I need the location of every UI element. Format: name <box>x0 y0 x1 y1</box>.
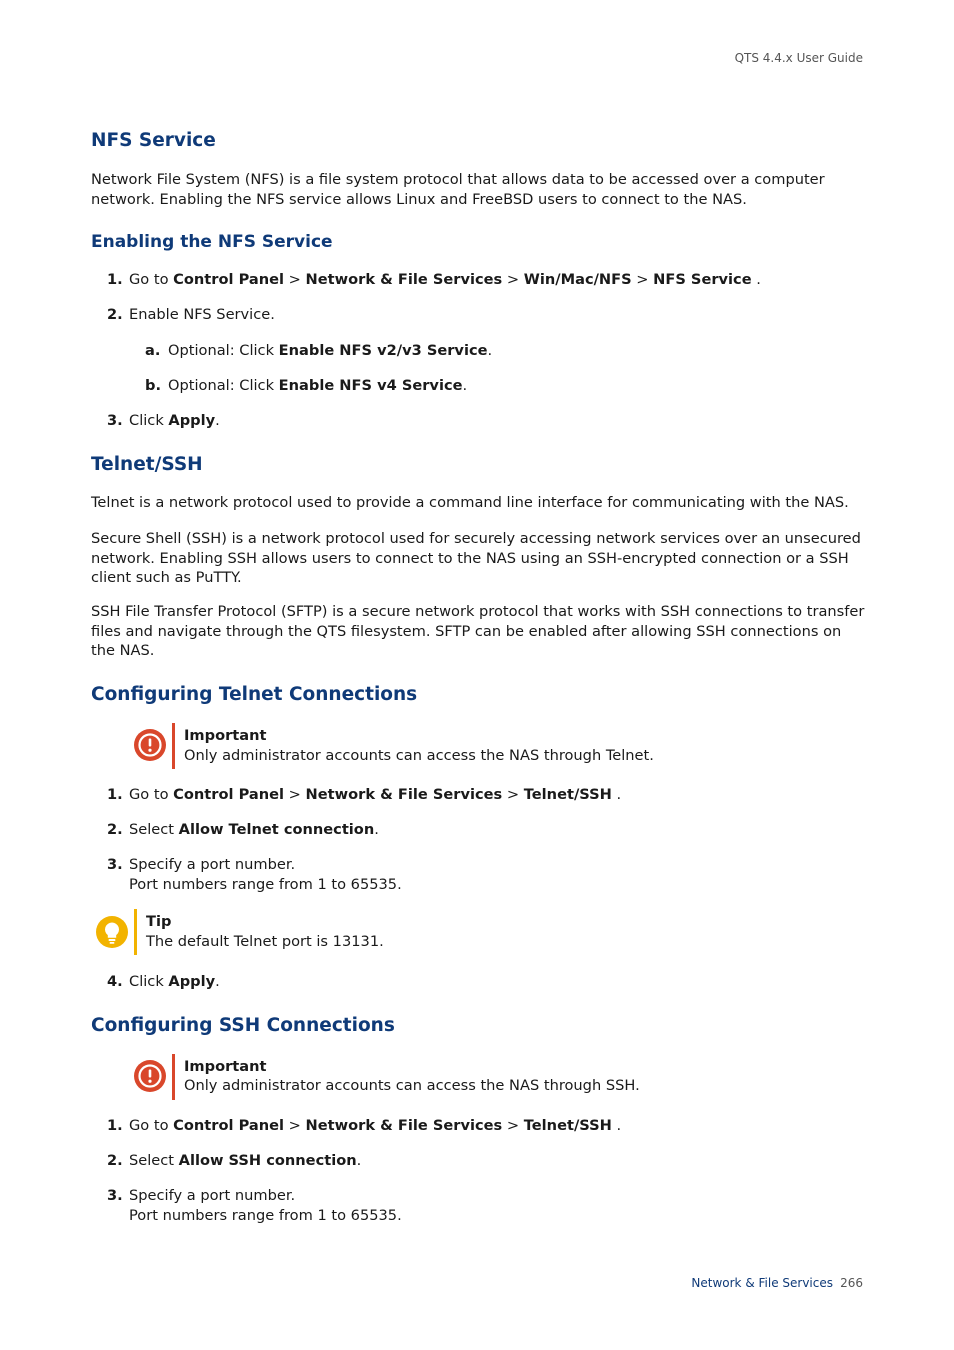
step-text: Go to Control Panel > Network & File Services > Telnet/SSH . <box>129 1117 622 1134</box>
substep-text: Optional: Click Enable NFS v2/v3 Service. <box>168 342 493 359</box>
exclamation-icon <box>133 1059 167 1093</box>
substep-letter: a. <box>145 342 161 359</box>
note-title: Tip <box>146 913 172 930</box>
step-number: 3. <box>107 412 123 429</box>
step-text: Specify a port number. <box>129 1187 296 1204</box>
guide-title: QTS 4.4.x User Guide <box>734 51 863 65</box>
step-text: Go to Control Panel > Network & File Services > Win/Mac/NFS > NFS Service . <box>129 271 761 288</box>
lightbulb-icon <box>95 915 129 949</box>
step-number: 1. <box>107 271 123 288</box>
telnet-paragraph: Telnet is a network protocol used to provide a command line interface for communicating with the NAS. <box>91 494 849 511</box>
note-bar <box>172 1054 175 1100</box>
note-body: Only administrator accounts can access the NAS through Telnet. <box>184 747 654 764</box>
footer-section-name: Network & File Services <box>691 1276 833 1290</box>
substep-text: Optional: Click Enable NFS v4 Service. <box>168 377 468 394</box>
step-text: Select Allow SSH connection. <box>129 1152 362 1169</box>
step-number: 1. <box>107 786 123 803</box>
sftp-paragraph: SSH File Transfer Protocol (SFTP) is a secure network protocol that works with SSH connections to transfer files and navigate through the QTS filesystem. SFTP can be enabled after allowing SSH connections on the NAS. <box>91 603 865 659</box>
step-text: Enable NFS Service. <box>129 306 275 323</box>
step-number: 2. <box>107 821 123 838</box>
step-number: 2. <box>107 306 123 323</box>
note-body: Only administrator accounts can access the NAS through SSH. <box>184 1077 640 1094</box>
step-detail: Port numbers range from 1 to 65535. <box>129 1206 402 1224</box>
step-number: 2. <box>107 1152 123 1169</box>
page-number: 266 <box>840 1276 863 1290</box>
note-title: Important <box>184 727 267 744</box>
heading-nfs-service: NFS Service <box>91 130 216 151</box>
step-number: 4. <box>107 973 123 990</box>
step-text: Go to Control Panel > Network & File Services > Telnet/SSH . <box>129 786 622 803</box>
step-text: Select Allow Telnet connection. <box>129 821 379 838</box>
exclamation-icon <box>133 728 167 762</box>
heading-telnet-ssh: Telnet/SSH <box>91 454 203 475</box>
step-number: 3. <box>107 856 123 873</box>
heading-configuring-ssh: Configuring SSH Connections <box>91 1015 395 1036</box>
note-bar <box>172 723 175 769</box>
note-body: The default Telnet port is 13131. <box>146 933 384 950</box>
note-bar <box>134 909 137 955</box>
nfs-intro: Network File System (NFS) is a file system protocol that allows data to be accessed over a computer network. Enabling the NFS service allows Linux and FreeBSD users to connect to the NAS. <box>91 171 825 208</box>
note-title: Important <box>184 1058 267 1075</box>
step-number: 1. <box>107 1117 123 1134</box>
step-detail: Port numbers range from 1 to 65535. <box>129 875 402 893</box>
step-text: Click Apply. <box>129 973 220 990</box>
substep-letter: b. <box>145 377 161 394</box>
step-number: 3. <box>107 1187 123 1204</box>
ssh-paragraph: Secure Shell (SSH) is a network protocol used for securely accessing network services over an unsecured network. Enabling SSH allows users to connect to the NAS using an SSH-encrypted connection or a SSH client such as PuTTY. <box>91 530 861 586</box>
heading-enabling-nfs: Enabling the NFS Service <box>91 232 333 252</box>
step-text: Specify a port number. <box>129 856 296 873</box>
step-text: Click Apply. <box>129 412 220 429</box>
heading-configuring-telnet: Configuring Telnet Connections <box>91 684 418 705</box>
